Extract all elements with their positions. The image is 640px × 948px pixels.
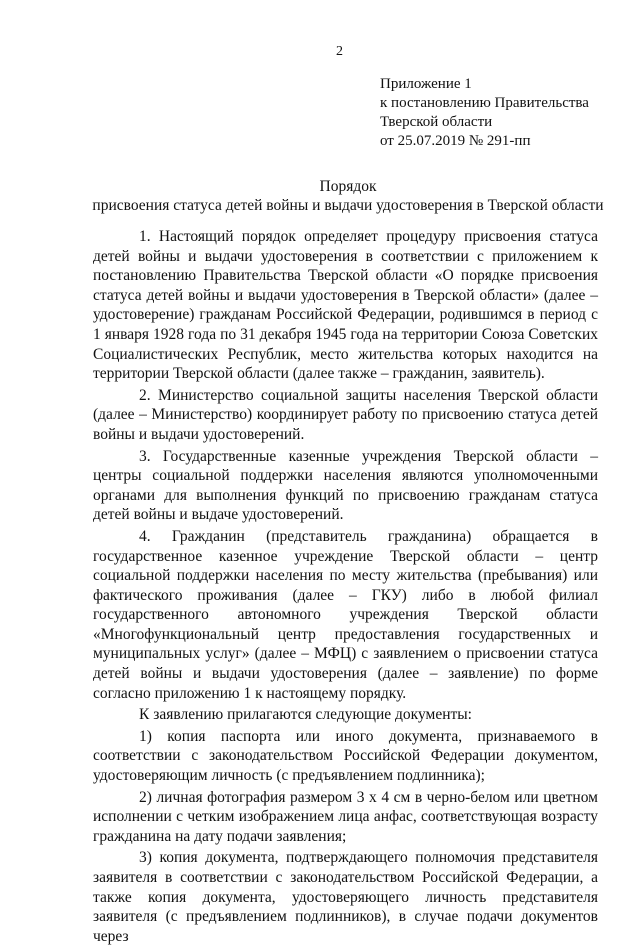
appendix-line: к постановлению Правительства [380,95,589,111]
title-line: Порядок [319,178,377,195]
paragraph: К заявлению прилагаются следующие документы: [139,706,472,724]
paragraph: 2. Министерство социальной защиты населения Тверской области (далее – Министерство) координирует работу по присвоению статуса детей войны и выдачи удостоверений. [93,386,598,443]
appendix-line: Приложение 1 [380,76,472,92]
paragraph: 3. Государственные казенные учреждения Тверской области – центры социальной поддержки населения являются уполномоченными органами для выполнения функций по присвоению гражданам статуса детей войны и выдаче удостоверений. [93,447,598,524]
document-body [93,227,598,948]
paragraph: 4. Гражданин (представитель гражданина) обращается в государственное казенное учреждение Тверской области – центр социальной поддержки населения по месту жительства (пребывания) или фактического проживания (далее – ГКУ) либо в любой филиал государственного автономного учреждения Тверской области «Многофункциональный центр предоставления государственных и муниципальных услуг» (далее – МФЦ) с заявлением о присвоении статуса детей войны и выдачи удостоверения (далее – заявление) по форме согласно приложению 1 к настоящему порядку. [93,527,598,702]
appendix-line: Тверской области [380,114,493,130]
document-title [70,177,626,215]
paragraph: 3) копия документа, подтверждающего полномочия представителя заявителя в соответствии с законодательством Российской Федерации, а также копия документа, удостоверяющего личность представителя заявителя (с предъявлением подлинников), в случае подачи документов через [93,849,598,945]
paragraph: 2) личная фотография размером 3 х 4 см в черно-белом или цветном исполнении с четким изображением лица анфас, соответствующая возрасту гражданина на дату подачи заявления; [93,788,598,845]
appendix-header [380,75,620,151]
title-line: присвоения статуса детей войны и выдачи удостоверения в Тверской области [92,197,604,214]
paragraph: 1. Настоящий порядок определяет процедуру присвоения статуса детей войны и выдачи удостоверения в соответствии с приложением к постановлению Правительства Тверской области «О порядке присвоения статуса детей войны и выдачи удостоверения в Тверской области» (далее – удостоверение) гражданам Российской Федерации, родившимся в период с 1 января 1928 года по 31 декабря 1945 года на территории Союза Советских Социалистических Республик, место жительства которых находится на территории Тверской области (далее также – гражданин, заявитель). [93,228,598,383]
paragraph: 1) копия паспорта или иного документа, признаваемого в соответствии с законодательством Российской Федерации документом, удостоверяющим личность (с предъявлением подлинника); [93,727,598,785]
appendix-line: от 25.07.2019 № 291-пп [380,133,531,149]
page-number: 2 [336,44,343,59]
